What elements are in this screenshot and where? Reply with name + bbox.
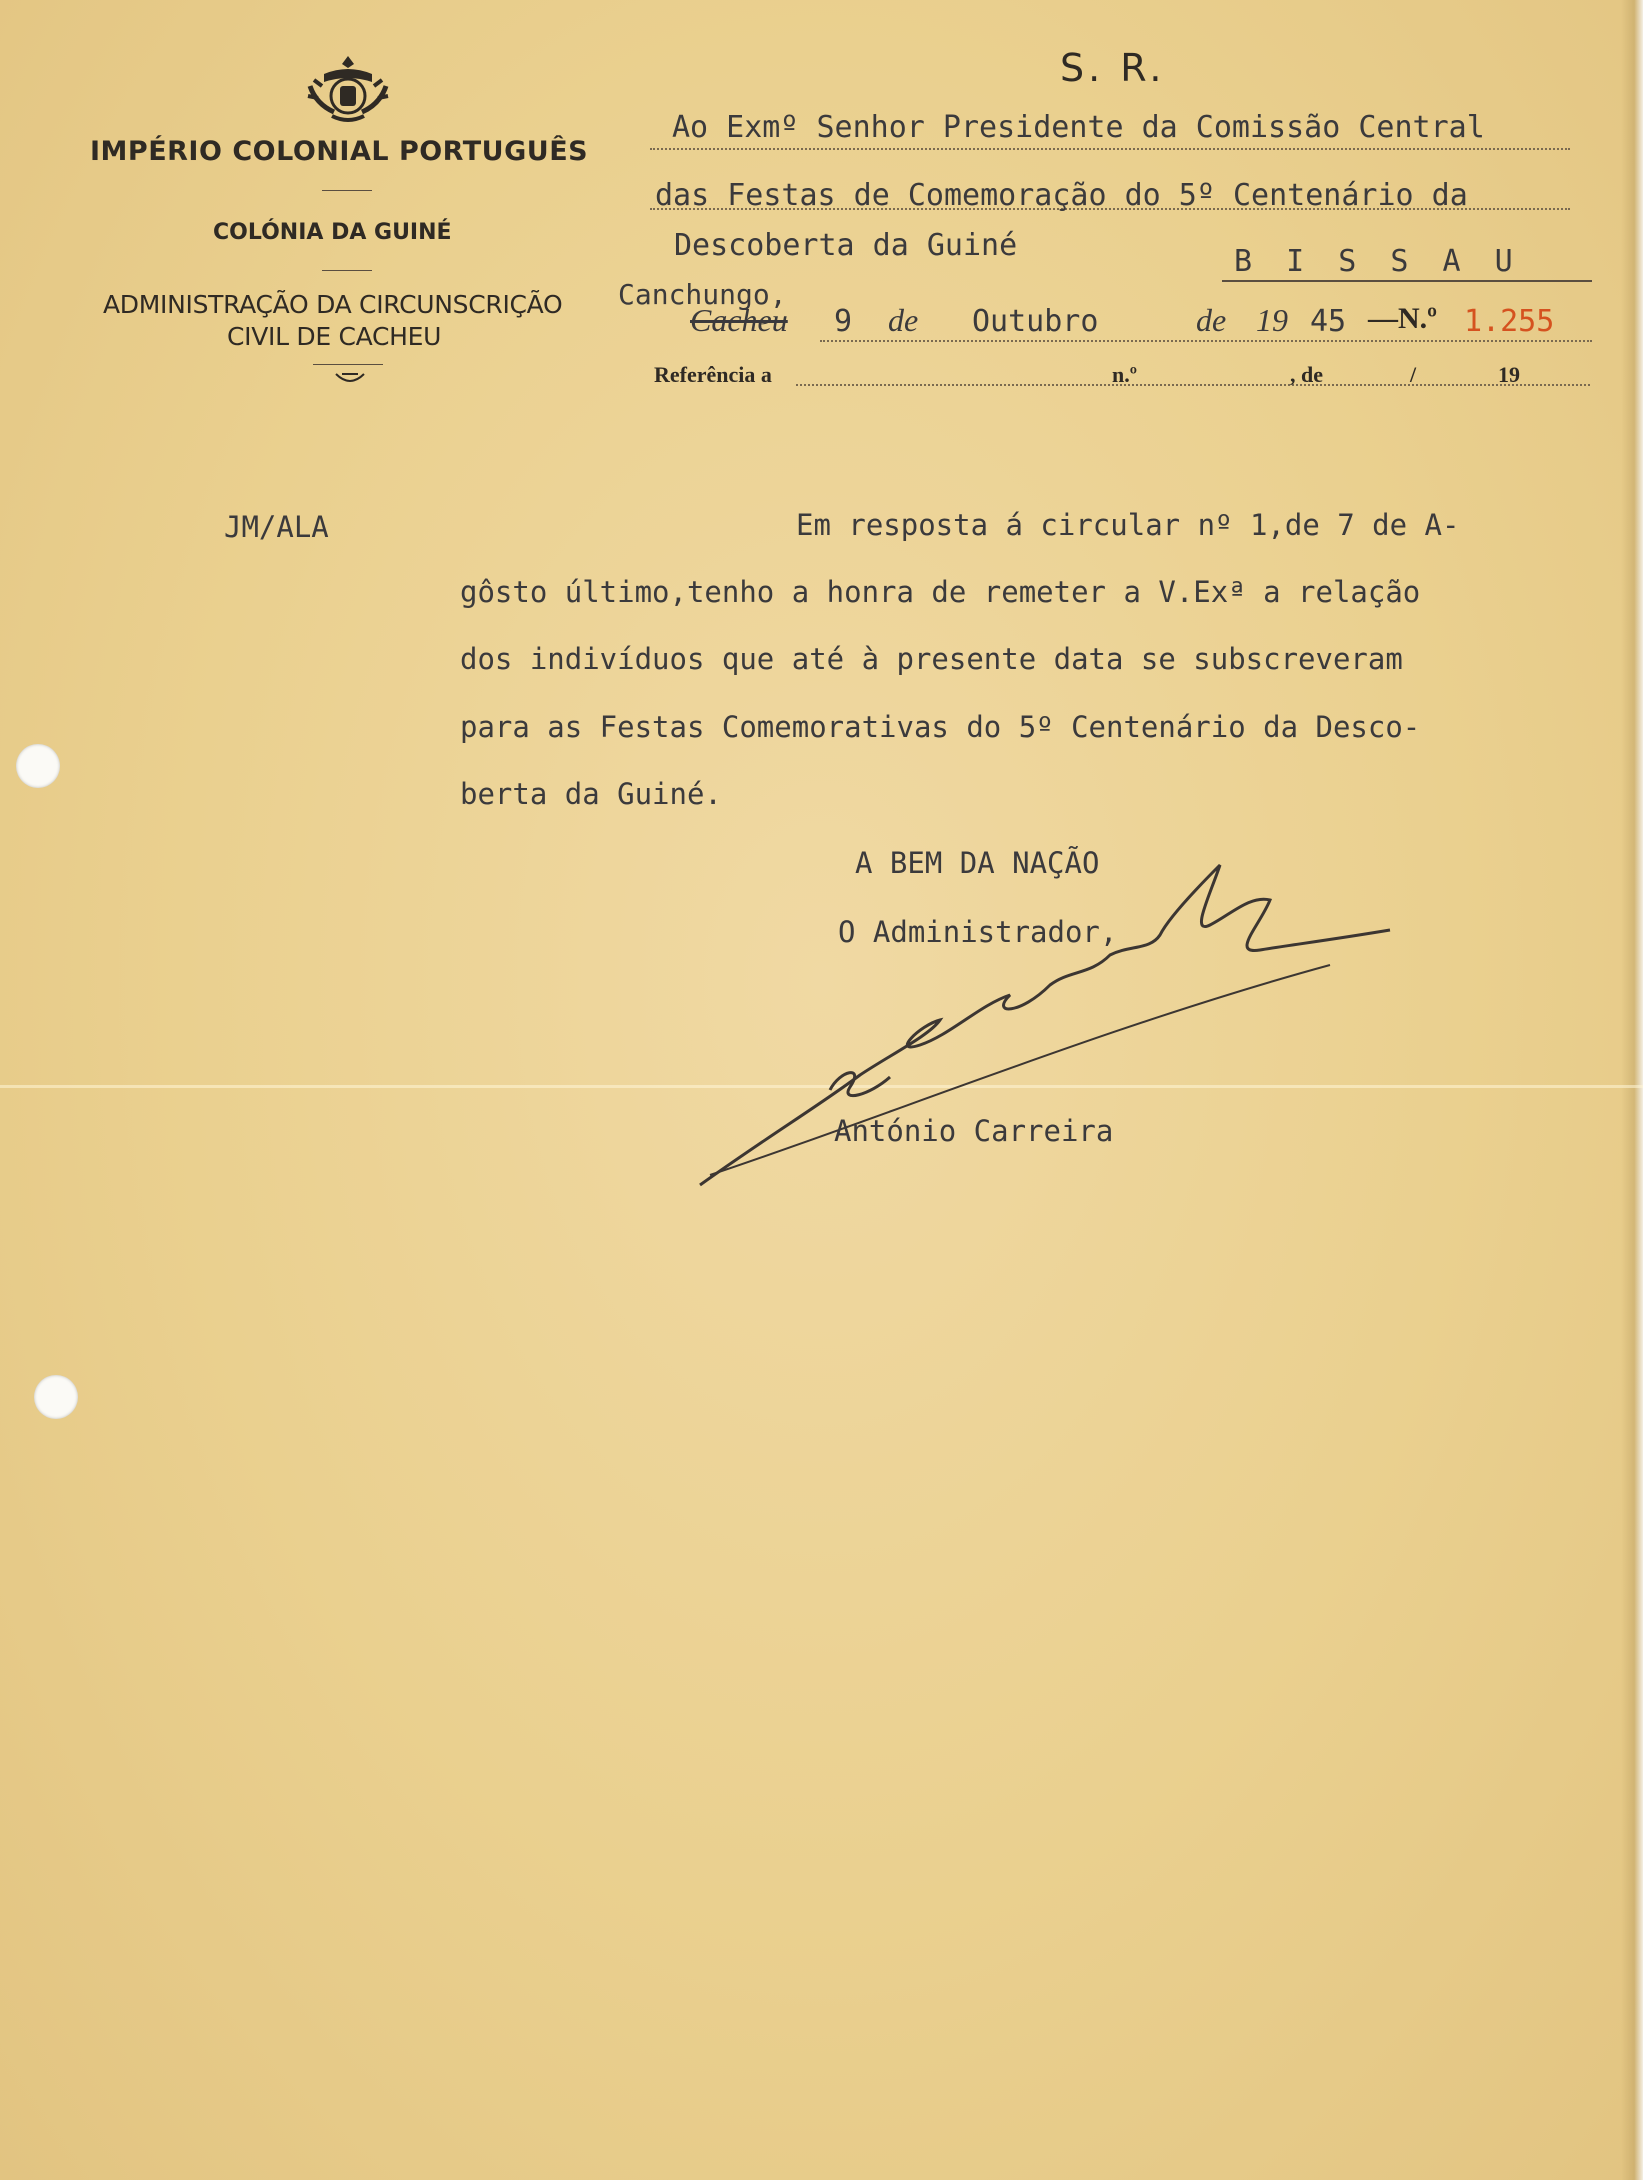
sr-mark: S. R. bbox=[1060, 46, 1166, 90]
addressee-line-3: Descoberta da Guiné bbox=[674, 228, 1018, 263]
place-printed-struck: Cacheu bbox=[690, 302, 788, 338]
letterhead-divider bbox=[322, 190, 372, 191]
reference-no: n.º bbox=[1112, 362, 1137, 387]
number-label: —N.º bbox=[1368, 302, 1438, 335]
date-de: de bbox=[888, 302, 919, 338]
letterhead-colony: COLÓNIA DA GUINÉ bbox=[213, 220, 452, 245]
letterhead-empire: IMPÉRIO COLONIAL PORTUGUÊS bbox=[90, 136, 589, 167]
reference-label: Referência a bbox=[654, 362, 772, 387]
city-underline bbox=[1222, 280, 1592, 282]
date-month: Outubro bbox=[972, 304, 1099, 339]
letterhead-district: CIVIL DE CACHEU bbox=[227, 322, 442, 351]
ornament-icon bbox=[334, 370, 366, 386]
closing-role: O Administrador, bbox=[838, 915, 1118, 949]
closing-motto: A BEM DA NAÇÃO bbox=[855, 846, 1100, 880]
addressee-line-1: Ao Exmº Senhor Presidente da Comissão Central bbox=[672, 110, 1485, 145]
body-line-2: gôsto último,tenho a honra de remeter a V.Exª a relação bbox=[460, 575, 1421, 609]
body-line-1: Em resposta á circular nº 1,de 7 de A- bbox=[796, 508, 1460, 542]
coat-of-arms-icon bbox=[302, 52, 394, 124]
letter-number: 1.255 bbox=[1464, 304, 1555, 339]
date-century: 19 bbox=[1256, 302, 1288, 338]
paper-edge bbox=[1621, 0, 1643, 2180]
letterhead-divider bbox=[313, 364, 383, 365]
body-line-4: para as Festas Comemorativas do 5º Centenário da Desco- bbox=[460, 710, 1421, 744]
reference-slash: / bbox=[1410, 362, 1417, 387]
body-line-3: dos indivíduos que até à presente data se subscreveram bbox=[460, 642, 1403, 676]
punch-hole-bottom bbox=[34, 1375, 78, 1419]
place-typed: Canchungo, bbox=[618, 278, 787, 311]
reference-line-dots bbox=[796, 384, 1590, 386]
address-line-dots bbox=[650, 148, 1570, 150]
reference-initials: JM/ALA bbox=[224, 510, 329, 544]
addressee-city: B I S S A U bbox=[1234, 244, 1521, 279]
date-line-dots bbox=[820, 340, 1592, 342]
date-year: 45 bbox=[1310, 304, 1347, 339]
letterhead-administration: ADMINISTRAÇÃO DA CIRCUNSCRIÇÃO bbox=[103, 290, 563, 319]
addressee-line-2: das Festas de Comemoração do 5º Centenário da bbox=[655, 178, 1468, 213]
signatory-name: António Carreira bbox=[834, 1114, 1114, 1148]
body-line-5: berta da Guiné. bbox=[460, 777, 722, 811]
reference-year: 19 bbox=[1498, 362, 1520, 387]
date-day: 9 bbox=[834, 304, 853, 339]
letterhead-divider bbox=[322, 270, 372, 271]
punch-hole-top bbox=[16, 744, 60, 788]
reference-de: , de bbox=[1290, 362, 1323, 387]
date-de: de bbox=[1196, 302, 1227, 338]
